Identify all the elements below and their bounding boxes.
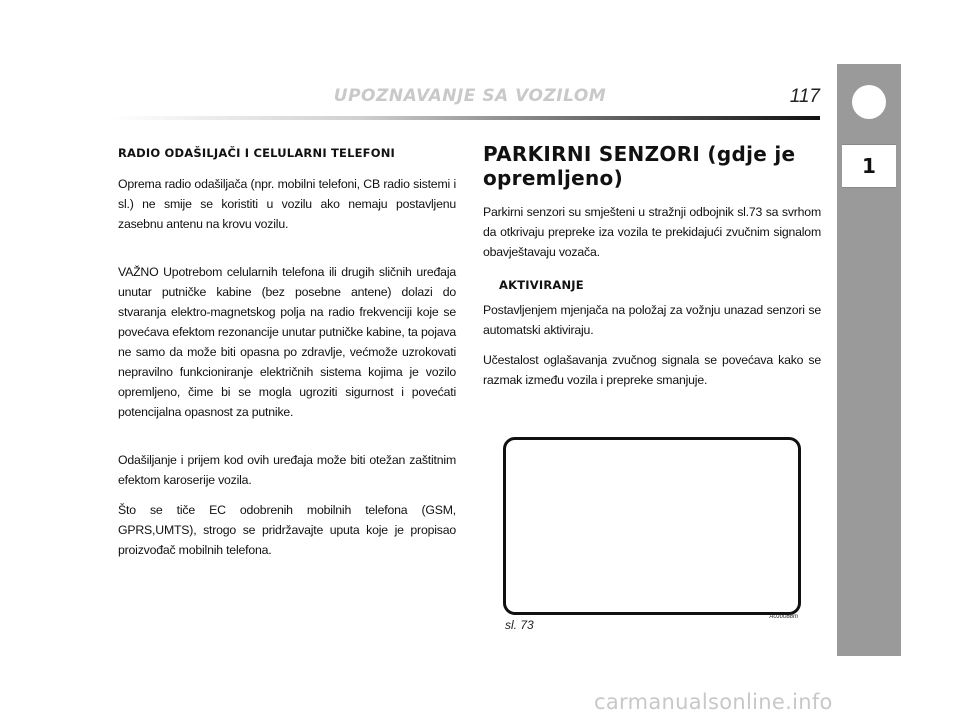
activation-heading: AKTIVIRANJE [499,278,584,292]
watermark: carmanualsonline.info [594,690,833,714]
section-number-badge: 1 [842,144,896,188]
figure-frame [503,437,801,615]
paragraph-signal-frequency: Učestalost oglašavanja zvučnog signala se povećava kako se razmak između vozila i prepreke smanjuje. [483,353,821,387]
left-column [118,138,456,570]
right-column [483,138,821,400]
spacer [118,244,456,262]
parking-sensors-heading: PARKIRNI SENZORI (gdje je opremljeno) [483,142,796,190]
paragraph-radio-equipment: Oprema radio odašiljača (npr. mobilni telefoni, CB radio sistemi i sl.) ne smije se koristiti u vozilu ako nemaju postavljenu zasebnu antenu na krovu vozilu. [118,177,456,231]
paragraph-sensors-intro: Parkirni senzori su smješteni u stražnji odbojnik sl.73 sa svrhom da otkrivaju prepreke iza vozila te prekidajući zvučnim signalom obavještavaju vozača. [483,205,821,259]
header-rule [112,116,820,120]
side-tab-circle-icon [852,85,886,119]
page-header-title: UPOZNAVANJE SA VOZILOM [333,86,607,106]
paragraph-ec-phones: Što se tiče EC odobrenih mobilnih telefona (GSM, GPRS,UMTS), strogo se pridržavajte uputa koje je propisao proizvođač mobilnih telefona. [118,503,456,557]
radio-transmitters-heading: RADIO ODAŠILJAČI I CELULARNI TELEFONI [118,146,396,160]
paragraph-important-notice: VAŽNO Upotrebom celularnih telefona ili drugih sličnih uređaja unutar putničke kabine (bez posebne antene) dolazi do stvaranja elektro-magnetskog polja na radio frekvenciji koje se povećava efektom rezonancije unutar putničke kabine, ta pojava ne samo da može biti opasna po zdravlje, većmože uzrokovati nepravilno funkcioniranje električnih sistema kojima je vozilo opremljeno, čime bi se mogla ugroziti sigurnost i povećati potencijalna opasnost za putnike. [118,265,456,419]
figure-caption: sl. 73 [505,618,534,632]
page-number: 117 [789,86,820,107]
paragraph-reception: Odašiljanje i prijem kod ovih uređaja može biti otežan zaštitnim efektom karoserije vozila. [118,453,456,487]
spacer [118,432,456,450]
figure-code: A0J0088m [769,614,798,620]
paragraph-activation: Postavljenjem mjenjača na položaj za vožnju unazad senzori se automatski aktiviraju. [483,303,821,337]
